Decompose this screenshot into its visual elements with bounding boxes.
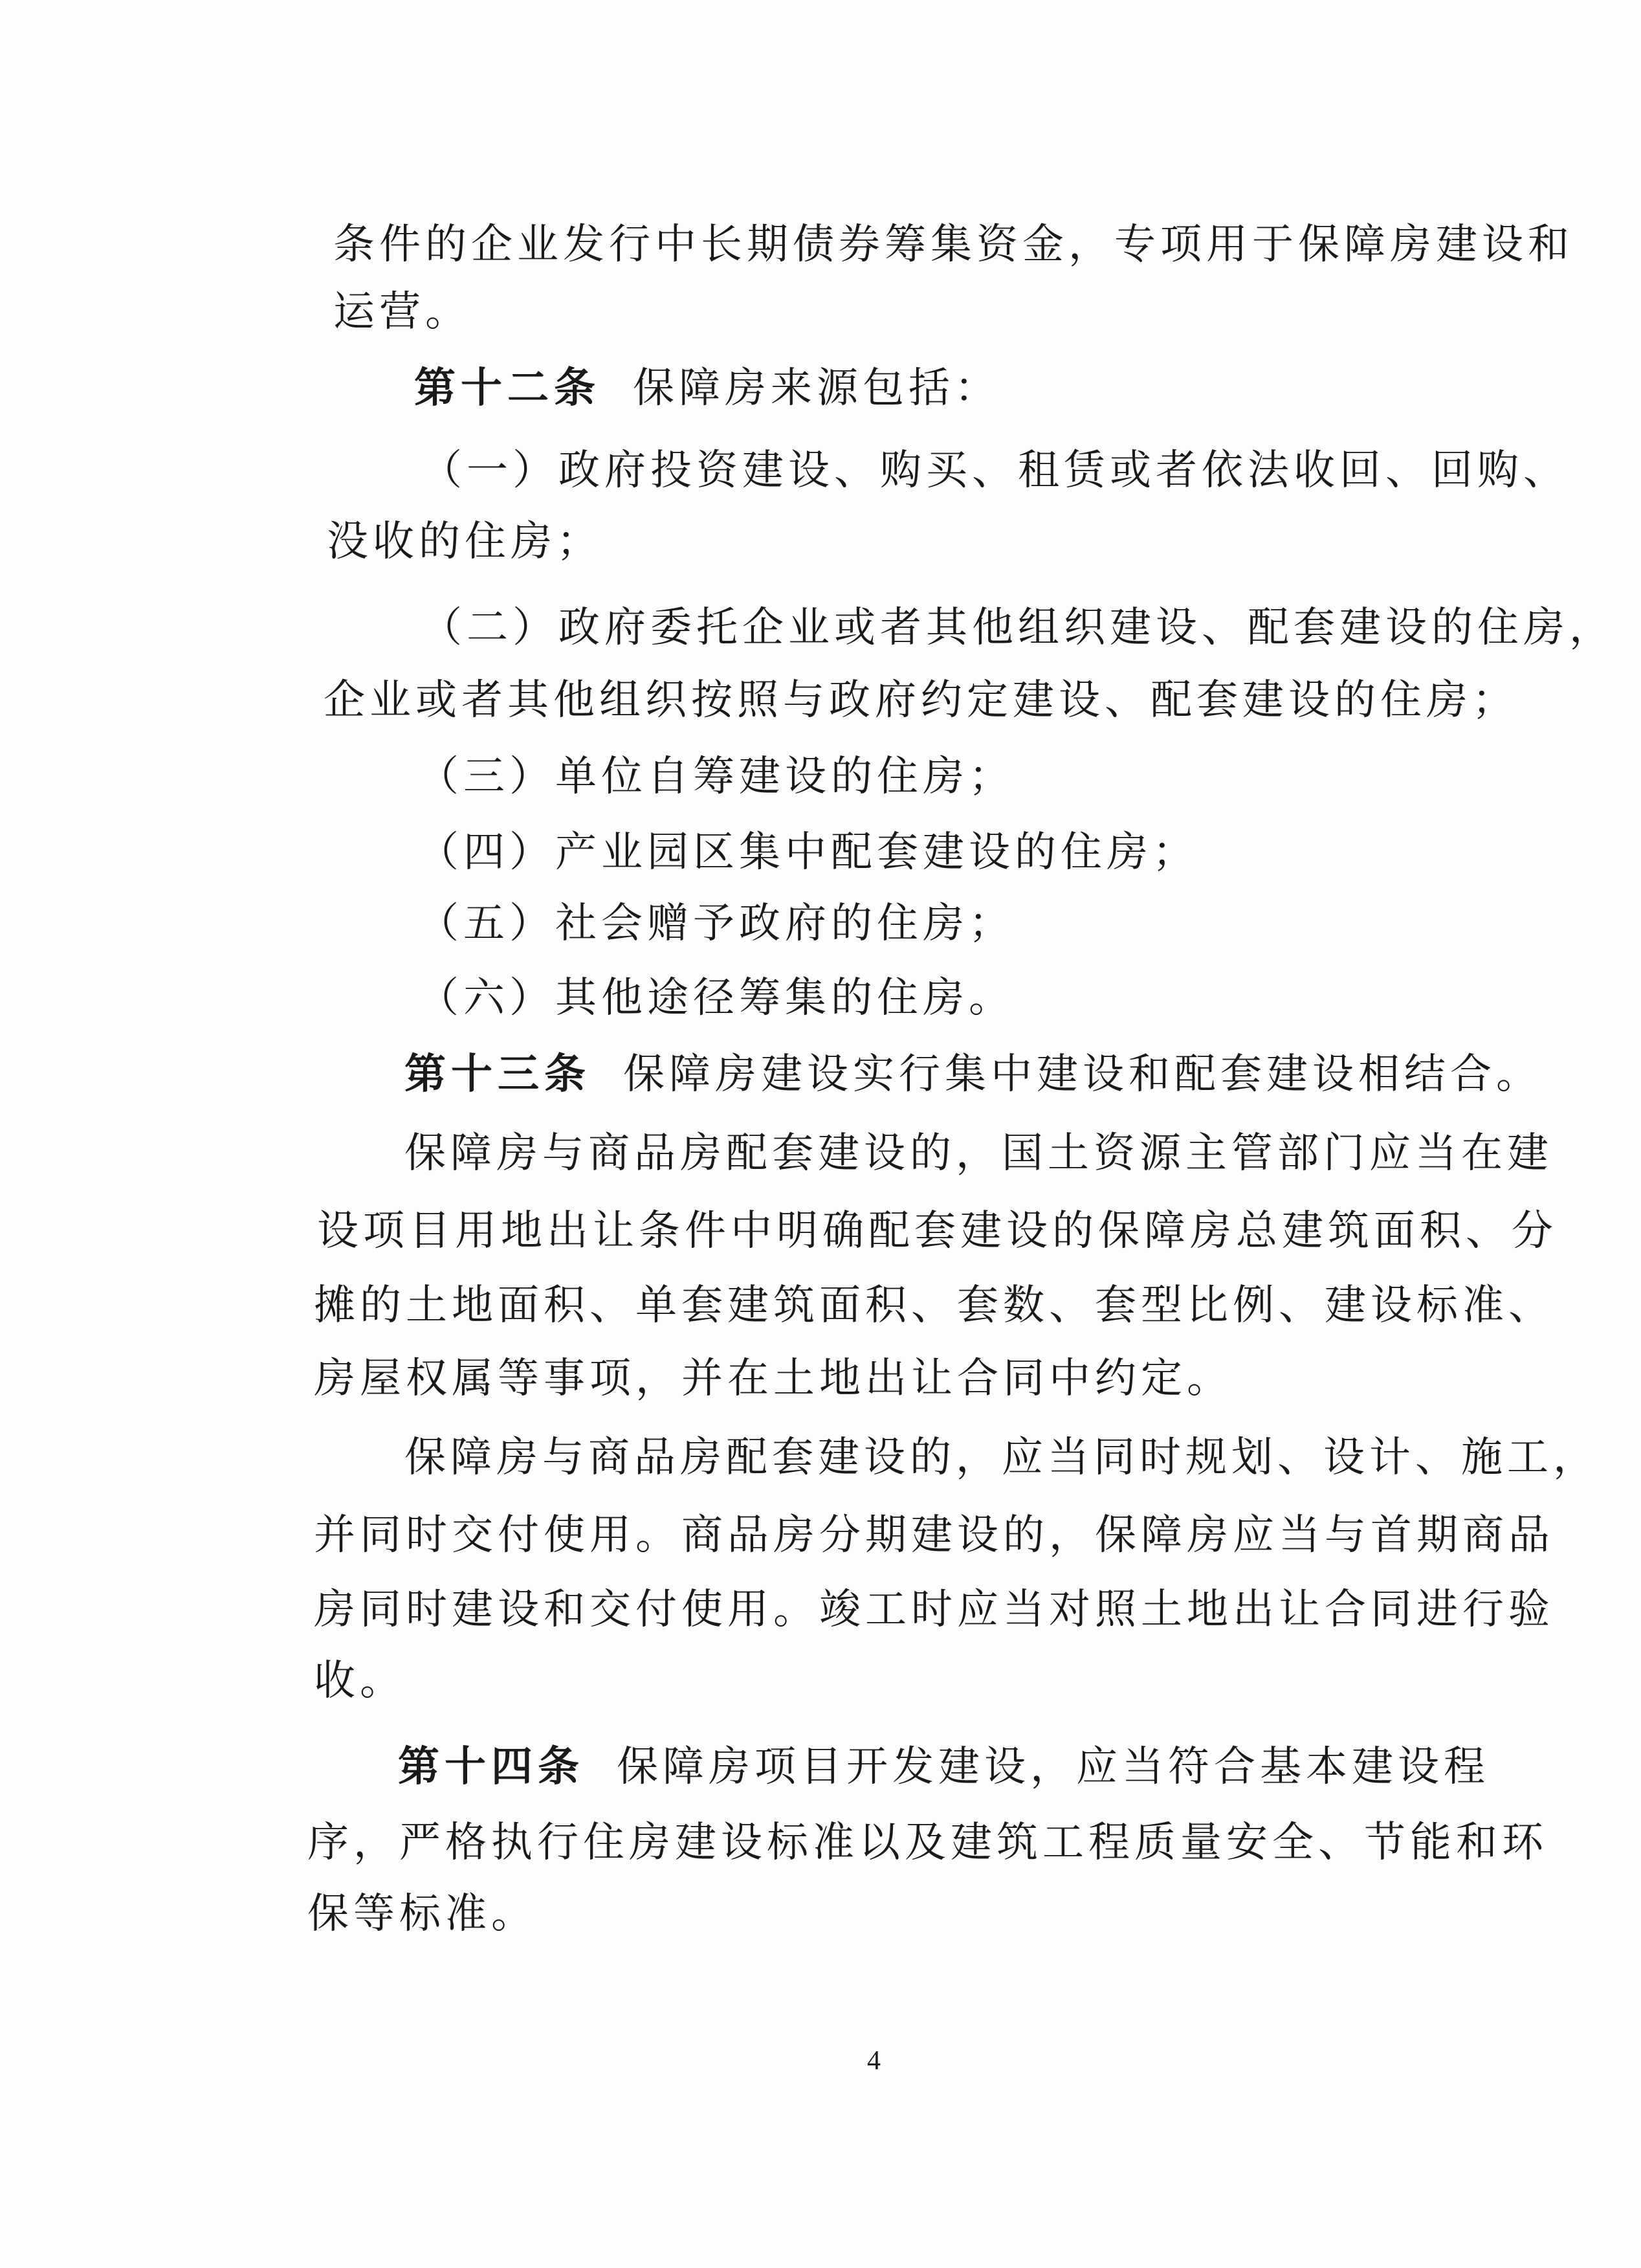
- text-line: [404, 1129, 1553, 1177]
- text-line: [333, 221, 1574, 269]
- text-line: [314, 1282, 1554, 1329]
- line-text: 没收的住房；: [327, 518, 602, 566]
- line-text: 保障房与商品房配套建设的，应当同时规划、设计、施工，: [404, 1434, 1599, 1482]
- list-item: [417, 900, 1015, 948]
- text-line: [327, 518, 602, 566]
- line-text: （六）其他途径筹集的住房。: [417, 974, 1015, 1022]
- line-text: （一）政府投资建设、购买、租赁或者依法收回、回购、: [421, 447, 1569, 495]
- text-line: [314, 1586, 1554, 1634]
- article-14-heading: [398, 1742, 1490, 1791]
- line-text: 摊的土地面积、单套建筑面积、套数、套型比例、建设标准、: [314, 1282, 1554, 1329]
- line-text: 条件的企业发行中长期债券筹集资金，专项用于保障房建设和: [333, 221, 1574, 269]
- line-text: 保障房与商品房配套建设的，国土资源主管部门应当在建: [404, 1129, 1553, 1177]
- list-item: [417, 828, 1198, 876]
- line-text: （五）社会赠予政府的住房；: [417, 900, 1015, 948]
- line-text: （三）单位自筹建设的住房；: [417, 753, 1015, 801]
- text-line: [333, 288, 471, 336]
- line-text: 保障房建设实行集中建设和配套建设相结合。: [623, 1051, 1542, 1098]
- text-line: [314, 1511, 1554, 1559]
- line-text: 运营。: [333, 288, 471, 336]
- article-13-heading: [404, 1050, 1542, 1098]
- list-item: [421, 447, 1569, 495]
- text-line: [317, 1207, 1558, 1255]
- line-text: 并同时交付使用。商品房分期建设的，保障房应当与首期商品: [314, 1511, 1554, 1559]
- list-item: [421, 604, 1615, 652]
- text-line: [307, 1819, 1548, 1867]
- article-title: 第十四条: [398, 1742, 584, 1791]
- line-text: 收。: [314, 1657, 406, 1705]
- list-item: [417, 753, 1015, 801]
- line-text: 企业或者其他组织按照与政府约定建设、配套建设的住房；: [324, 676, 1518, 724]
- line-text: 设项目用地出让条件中明确配套建设的保障房总建筑面积、分: [317, 1207, 1558, 1255]
- text-line: [324, 676, 1518, 724]
- line-text: 保障房项目开发建设，应当符合基本建设程: [617, 1743, 1490, 1791]
- text-line: [314, 1657, 406, 1705]
- text-line: [314, 1355, 1233, 1403]
- article-title: 第十二条: [414, 364, 600, 412]
- page-number: 4: [867, 2046, 881, 2076]
- list-item: [417, 974, 1015, 1022]
- line-text: （二）政府委托企业或者其他组织建设、配套建设的住房，: [421, 604, 1615, 652]
- article-12-heading: [414, 364, 1000, 412]
- line-text: 保等标准。: [307, 1890, 537, 1938]
- line-text: 序，严格执行住房建设标准以及建筑工程质量安全、节能和环: [307, 1819, 1548, 1867]
- line-text: （四）产业园区集中配套建设的住房；: [417, 828, 1198, 876]
- article-title: 第十三条: [404, 1050, 591, 1098]
- text-line: [307, 1890, 537, 1938]
- text-line: [404, 1434, 1599, 1482]
- line-text: 保障房来源包括：: [633, 364, 1000, 412]
- line-text: 房同时建设和交付使用。竣工时应当对照土地出让合同进行验: [314, 1586, 1554, 1634]
- line-text: 房屋权属等事项，并在土地出让合同中约定。: [314, 1355, 1233, 1403]
